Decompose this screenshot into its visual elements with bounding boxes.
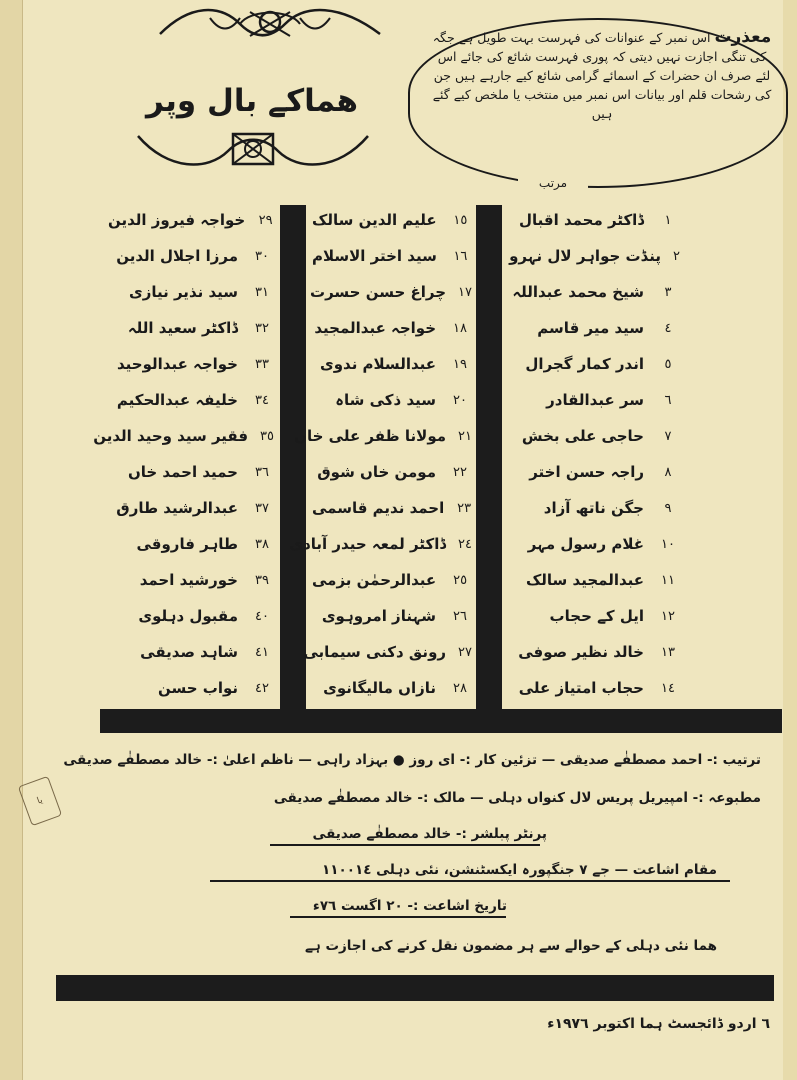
publisher-underline bbox=[270, 844, 540, 846]
library-stamp: یا bbox=[18, 776, 62, 826]
list-item: ٣٩ خورشید احمد bbox=[139, 571, 269, 589]
place-underline bbox=[210, 880, 730, 882]
list-item: ٢٤ ڈاکٹر لمعہ حیدر آبادی bbox=[289, 535, 472, 553]
list-item: ١ ڈاکٹر محمد اقبال bbox=[519, 211, 672, 229]
list-item: ٣٥ فقیر سید وحید الدین bbox=[93, 427, 274, 445]
list-item: ١٨ خواجہ عبدالمجید bbox=[314, 319, 467, 337]
reprint-permission: ھما نئی دہلی کے حوالے سے ہر مضمون نقل کرنے کی اجازت ہے bbox=[304, 938, 717, 954]
list-item: ٣٢ ڈاکٹر سعید اللہ bbox=[127, 319, 269, 337]
apology-notice bbox=[432, 28, 772, 123]
page-edge-left bbox=[0, 0, 23, 1080]
apology-heading: معذرت bbox=[714, 27, 772, 47]
page-footer: ٦ اردو ڈائجسٹ ہما اکتوبر ١٩٧٦ء bbox=[547, 1016, 770, 1032]
list-item: ٤ سید میر قاسم bbox=[537, 319, 672, 337]
ornament-bottom bbox=[128, 126, 378, 176]
contents-bottom-bar bbox=[100, 709, 782, 733]
list-item: ٢٧ رونق دکنی سیمابی bbox=[303, 643, 472, 661]
list-item: ١٥ علیم الدین سالک bbox=[312, 211, 468, 229]
list-item: ٢٠ سید ذکی شاہ bbox=[335, 391, 467, 409]
list-item: ٢٣ احمد ندیم قاسمی bbox=[312, 499, 472, 517]
column-divider-left bbox=[280, 205, 306, 712]
list-item: ٢٨ نازاں مالیگانوی bbox=[323, 679, 467, 697]
list-item: ١٩ عبدالسلام ندوی bbox=[319, 355, 467, 373]
list-item: ٣٤ خلیفہ عبدالحکیم bbox=[116, 391, 269, 409]
footer-bar bbox=[56, 975, 774, 1001]
list-item: ٤٢ نواب حسن bbox=[157, 679, 269, 697]
list-item: ٢ پنڈت جواہر لال نہرو bbox=[509, 247, 680, 265]
list-item: ١٧ چراغ حسن حسرت bbox=[310, 283, 472, 301]
list-item: ١٢ ایل کے حجاب bbox=[549, 607, 675, 625]
list-item: ٩ جگن ناتھ آزاد bbox=[543, 499, 672, 517]
list-item: ٣١ سید نذیر نیازی bbox=[128, 283, 269, 301]
column-divider-right bbox=[476, 205, 502, 712]
list-item: ٣٠ مرزا اجلال الدین bbox=[116, 247, 269, 265]
list-item: ٦ سر عبدالقادر bbox=[546, 391, 672, 409]
magazine-section-title: ھماکے بال وپر bbox=[145, 83, 359, 119]
list-item: ١٦ سید اختر الاسلام bbox=[312, 247, 468, 265]
apology-body: اس نمبر کے عنوانات کی فہرست بہت طویل ہے جگہ کی تنگی اجازت نہیں دیتی کہ پوری فہرست شائع کی جائے اس لئے صرف ان حضرات کے اسمائے گرامی شائع کیے جارہے ہیں جن کی رشحات قلم اور بیانات اس نمبر میں منتخب یا ملخص کیے گئے ہیں bbox=[432, 30, 772, 121]
list-item: ٧ حاجی علی بخش bbox=[521, 427, 672, 445]
publication-place: مقام اشاعت — جے ٧ جنگپورہ ایکسٹنشن، نئی دہلی ١١٠٠١٤ bbox=[322, 862, 717, 878]
credit-editors: ترتیب :- احمد مصطفٰے صدیقی — تزئین کار :- ای روز ● بہزاد راہی — ناظم اعلیٰ :- خالد مصطفٰے صدیقی bbox=[63, 752, 761, 768]
compiler-label: مرتب bbox=[518, 176, 588, 190]
credit-publisher: پرنٹر پبلشر :- خالد مصطفٰے صدیقی bbox=[312, 826, 547, 842]
credit-printer: مطبوعہ :- امپیریل پریس لال کنواں دہلی — مالک :- خالد مصطفٰے صدیقی bbox=[273, 790, 761, 806]
list-item: ١٠ غلام رسول مہر bbox=[527, 535, 675, 553]
date-underline bbox=[290, 916, 506, 918]
ornament-top bbox=[150, 4, 390, 46]
list-item: ٢٦ شہناز امروہوی bbox=[321, 607, 467, 625]
list-item: ٣٦ حمید احمد خاں bbox=[127, 463, 269, 481]
publication-date: تاریخ اشاعت :- ٢٠ اگست ٧٦ء bbox=[312, 898, 507, 914]
list-item: ٣٨ طاہر فاروقی bbox=[136, 535, 269, 553]
list-item: ٢١ مولانا ظفر علی خاں bbox=[294, 427, 472, 445]
list-item: ١٣ خالد نظیر صوفی bbox=[518, 643, 675, 661]
list-item: ٨ راجہ حسن اختر bbox=[529, 463, 672, 481]
list-item: ٤٠ مقبول دہلوی bbox=[138, 607, 269, 625]
list-item: ١١ عبدالمجید سالک bbox=[525, 571, 675, 589]
list-item: ٥ اندر کمار گجرال bbox=[525, 355, 672, 373]
list-item: ٣ شیخ محمد عبداللہ bbox=[512, 283, 672, 301]
list-item: ٢٩ خواجہ فیروز الدین bbox=[108, 211, 273, 229]
list-item: ٣٣ خواجہ عبدالوحید bbox=[117, 355, 269, 373]
list-item: ٤١ شاہد صدیقی bbox=[140, 643, 269, 661]
list-item: ٣٧ عبدالرشید طارق bbox=[116, 499, 269, 517]
page-edge-right bbox=[783, 0, 797, 1080]
list-item: ٢٢ مومن خاں شوق bbox=[317, 463, 467, 481]
list-item: ١٤ حجاب امتیاز علی bbox=[518, 679, 675, 697]
list-item: ٢٥ عبدالرحمٰن بزمی bbox=[312, 571, 468, 589]
